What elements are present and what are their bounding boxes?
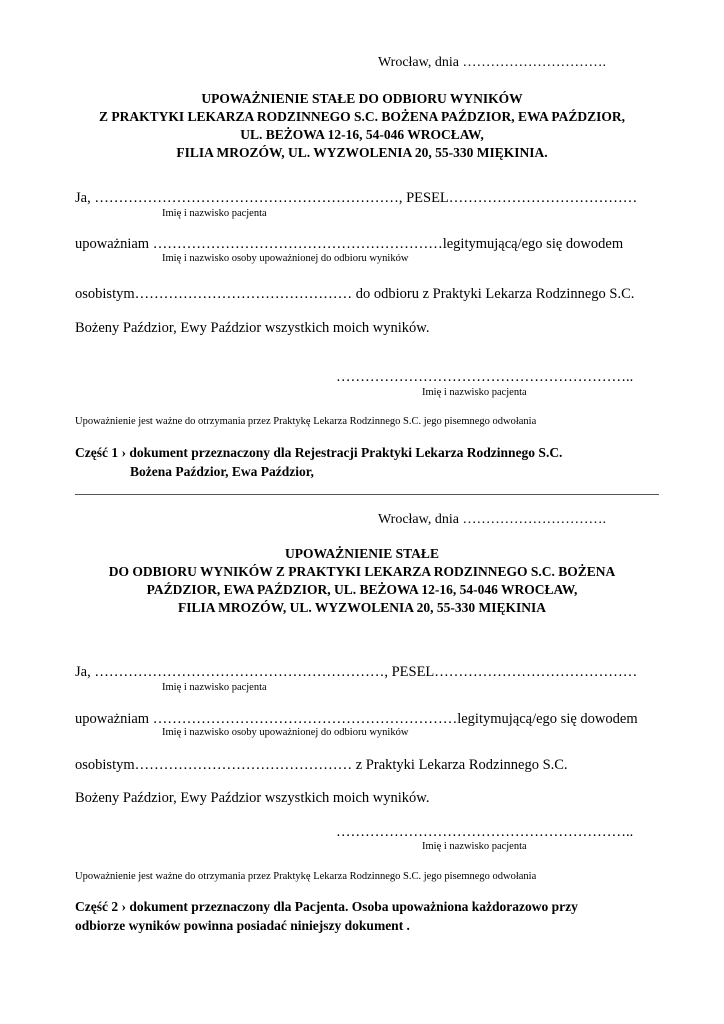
signature-field: …………………………………………………….. bbox=[336, 369, 634, 385]
part-line: odbiorze wyników powinna posiadać niniejszy dokument . bbox=[75, 918, 410, 933]
practice-owners-line: Bożeny Paździor, Ewy Paździor wszystkich moich wyników. bbox=[75, 320, 430, 336]
date-line: Wrocław, dnia …………………………. bbox=[378, 512, 606, 527]
authorized-person-caption: Imię i nazwisko osoby upoważnionej do odbioru wyników bbox=[162, 727, 409, 738]
practice-owners-line: Bożeny Paździor, Ewy Paździor wszystkich moich wyników. bbox=[75, 790, 430, 806]
authorize-line: upoważniam ………………………………………………………legitymującą/ego się dowodem bbox=[75, 711, 638, 727]
part-line: Część 2 › dokument przeznaczony dla Pacjenta. Osoba upoważniona każdorazowo przy bbox=[75, 899, 578, 914]
date-line: Wrocław, dnia …………………………. bbox=[378, 55, 606, 70]
validity-note: Upoważnienie jest ważne do otrzymania przez Praktykę Lekarza Rodzinnego S.C. jego pisemnego odwołania bbox=[75, 416, 537, 427]
patient-name-caption: Imię i nazwisko pacjenta bbox=[162, 682, 267, 693]
signature-field: …………………………………………………….. bbox=[336, 824, 634, 840]
part-label bbox=[75, 443, 562, 481]
document-title bbox=[0, 90, 724, 162]
title-line: UL. BEŻOWA 12-16, 54-046 WROCŁAW, bbox=[240, 127, 484, 142]
patient-name-pesel-line: Ja, ……………………………………………………, PESEL…………………………………… bbox=[75, 664, 638, 680]
authorize-line: upoważniam ……………………………………………………legitymującą/ego się dowodem bbox=[75, 236, 624, 252]
title-line: DO ODBIORU WYNIKÓW Z PRAKTYKI LEKARZA RODZINNEGO S.C. BOŻENA bbox=[108, 564, 616, 579]
signature-caption: Imię i nazwisko pacjenta bbox=[422, 841, 527, 852]
id-document-line: osobistym……………………………………… z Praktyki Lekarza Rodzinnego S.C. bbox=[75, 757, 568, 773]
authorized-person-caption: Imię i nazwisko osoby upoważnionej do odbioru wyników bbox=[162, 253, 409, 264]
validity-note: Upoważnienie jest ważne do otrzymania przez Praktykę Lekarza Rodzinnego S.C. jego pisemnego odwołania bbox=[75, 871, 537, 882]
id-document-line: osobistym……………………………………… do odbioru z Praktyki Lekarza Rodzinnego S.C. bbox=[75, 286, 635, 302]
signature-caption: Imię i nazwisko pacjenta bbox=[422, 387, 527, 398]
part-label bbox=[75, 897, 578, 935]
title-line: UPOWAŻNIENIE STAŁE DO ODBIORU WYNIKÓW bbox=[201, 91, 523, 106]
title-line: FILIA MROZÓW, UL. WYZWOLENIA 20, 55-330 MIĘKINIA bbox=[178, 600, 546, 615]
title-line: FILIA MROZÓW, UL. WYZWOLENIA 20, 55-330 MIĘKINIA. bbox=[176, 145, 548, 160]
cut-line-divider bbox=[75, 494, 659, 495]
title-line: Z PRAKTYKI LEKARZA RODZINNEGO S.C. BOŻENA PAŹDZIOR, EWA PAŹDZIOR, bbox=[98, 109, 626, 124]
part-line: Część 1 › dokument przeznaczony dla Rejestracji Praktyki Lekarza Rodzinnego S.C. bbox=[75, 445, 563, 460]
document-title bbox=[0, 545, 724, 617]
patient-name-caption: Imię i nazwisko pacjenta bbox=[162, 208, 267, 219]
patient-name-pesel-line: Ja, ………………………………………………………, PESEL………………………………… bbox=[75, 190, 638, 206]
part-line: Bożena Paździor, Ewa Paździor, bbox=[130, 464, 314, 479]
title-line: PAŹDZIOR, EWA PAŹDZIOR, UL. BEŻOWA 12-16, 54-046 WROCŁAW, bbox=[146, 582, 578, 597]
title-line: UPOWAŻNIENIE STAŁE bbox=[285, 546, 439, 561]
